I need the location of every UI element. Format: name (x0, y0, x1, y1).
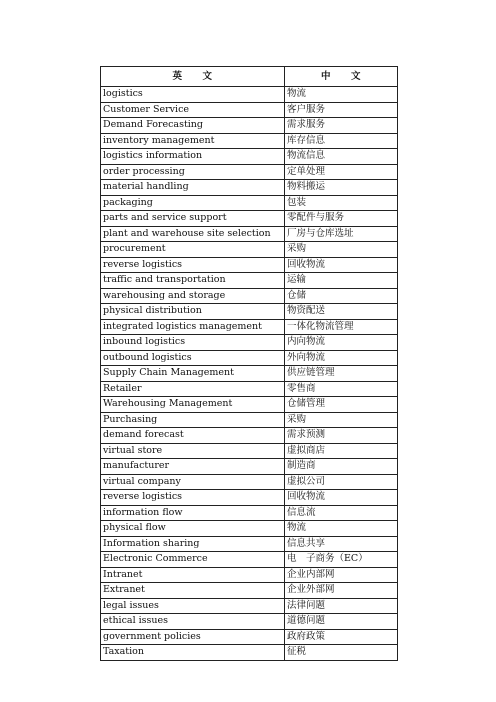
english-term: ethical issues (101, 614, 285, 630)
chinese-term: 物料搬运 (285, 180, 398, 196)
chinese-term: 回收物流 (285, 257, 398, 273)
table-row (101, 257, 398, 273)
english-term: demand forecast (101, 428, 285, 444)
english-term: material handling (101, 180, 285, 196)
table-row (101, 567, 398, 583)
chinese-term: 定单处理 (285, 164, 398, 180)
header-english: 英 文 (101, 67, 285, 87)
chinese-term: 企业外部网 (285, 583, 398, 599)
english-term: inbound logistics (101, 335, 285, 351)
table-row (101, 474, 398, 490)
table-row (101, 397, 398, 413)
chinese-term: 虚拟公司 (285, 474, 398, 490)
table-row (101, 195, 398, 211)
english-term: reverse logistics (101, 490, 285, 506)
english-term: plant and warehouse site selection (101, 226, 285, 242)
english-term: warehousing and storage (101, 288, 285, 304)
table-row (101, 304, 398, 320)
table-row (101, 118, 398, 134)
english-term: Supply Chain Management (101, 366, 285, 382)
table-row (101, 180, 398, 196)
table-row (101, 288, 398, 304)
english-term: Extranet (101, 583, 285, 599)
chinese-term: 电 子商务（EC） (285, 552, 398, 568)
glossary-table (100, 66, 398, 661)
table-row (101, 459, 398, 475)
table-row (101, 87, 398, 103)
chinese-term: 需求预测 (285, 428, 398, 444)
table-row (101, 381, 398, 397)
table-row (101, 149, 398, 165)
chinese-term: 一体化物流管理 (285, 319, 398, 335)
table-row (101, 412, 398, 428)
table-row (101, 242, 398, 258)
english-term: Electronic Commerce (101, 552, 285, 568)
english-term: parts and service support (101, 211, 285, 227)
english-term: Customer Service (101, 102, 285, 118)
chinese-term: 信息流 (285, 505, 398, 521)
chinese-term: 外向物流 (285, 350, 398, 366)
english-term: reverse logistics (101, 257, 285, 273)
table-row (101, 164, 398, 180)
english-term: Warehousing Management (101, 397, 285, 413)
table-row (101, 490, 398, 506)
english-term: Retailer (101, 381, 285, 397)
chinese-term: 零售商 (285, 381, 398, 397)
english-term: legal issues (101, 598, 285, 614)
chinese-term: 包装 (285, 195, 398, 211)
english-term: virtual store (101, 443, 285, 459)
english-term: physical flow (101, 521, 285, 537)
header-row (101, 67, 398, 87)
table-row (101, 443, 398, 459)
chinese-term: 运输 (285, 273, 398, 289)
chinese-term: 征税 (285, 645, 398, 661)
table-row (101, 335, 398, 351)
english-term: Taxation (101, 645, 285, 661)
chinese-term: 采购 (285, 412, 398, 428)
table-row (101, 319, 398, 335)
chinese-term: 道德问题 (285, 614, 398, 630)
table-row (101, 629, 398, 645)
chinese-term: 采购 (285, 242, 398, 258)
chinese-term: 仓储管理 (285, 397, 398, 413)
english-term: traffic and transportation (101, 273, 285, 289)
table-row (101, 536, 398, 552)
chinese-term: 物流 (285, 87, 398, 103)
english-term: order processing (101, 164, 285, 180)
table-row (101, 521, 398, 537)
english-term: logistics information (101, 149, 285, 165)
english-term: Information sharing (101, 536, 285, 552)
chinese-term: 零配件与服务 (285, 211, 398, 227)
chinese-term: 仓储 (285, 288, 398, 304)
english-term: procurement (101, 242, 285, 258)
table-row (101, 211, 398, 227)
chinese-term: 物资配送 (285, 304, 398, 320)
header-chinese: 中 文 (285, 67, 398, 87)
english-term: logistics (101, 87, 285, 103)
english-term: physical distribution (101, 304, 285, 320)
english-term: Intranet (101, 567, 285, 583)
english-term: manufacturer (101, 459, 285, 475)
english-term: packaging (101, 195, 285, 211)
chinese-term: 内向物流 (285, 335, 398, 351)
english-term: government policies (101, 629, 285, 645)
english-term: inventory management (101, 133, 285, 149)
english-term: integrated logistics management (101, 319, 285, 335)
chinese-term: 物流信息 (285, 149, 398, 165)
chinese-term: 库存信息 (285, 133, 398, 149)
chinese-term: 回收物流 (285, 490, 398, 506)
table-row (101, 350, 398, 366)
chinese-term: 制造商 (285, 459, 398, 475)
table-row (101, 366, 398, 382)
chinese-term: 供应链管理 (285, 366, 398, 382)
chinese-term: 政府政策 (285, 629, 398, 645)
chinese-term: 需求服务 (285, 118, 398, 134)
chinese-term: 企业内部网 (285, 567, 398, 583)
chinese-term: 虚拟商店 (285, 443, 398, 459)
english-term: virtual company (101, 474, 285, 490)
table-row (101, 552, 398, 568)
chinese-term: 厂房与仓库选址 (285, 226, 398, 242)
table-row (101, 102, 398, 118)
table-row (101, 645, 398, 661)
table-row (101, 614, 398, 630)
english-term: information flow (101, 505, 285, 521)
english-term: Purchasing (101, 412, 285, 428)
table-row (101, 598, 398, 614)
table-row (101, 505, 398, 521)
table-row (101, 273, 398, 289)
english-term: Demand Forecasting (101, 118, 285, 134)
chinese-term: 信息共享 (285, 536, 398, 552)
table-row (101, 583, 398, 599)
english-term: outbound logistics (101, 350, 285, 366)
table-row (101, 133, 398, 149)
chinese-term: 客户服务 (285, 102, 398, 118)
table-row (101, 428, 398, 444)
table-row (101, 226, 398, 242)
chinese-term: 物流 (285, 521, 398, 537)
chinese-term: 法律问题 (285, 598, 398, 614)
